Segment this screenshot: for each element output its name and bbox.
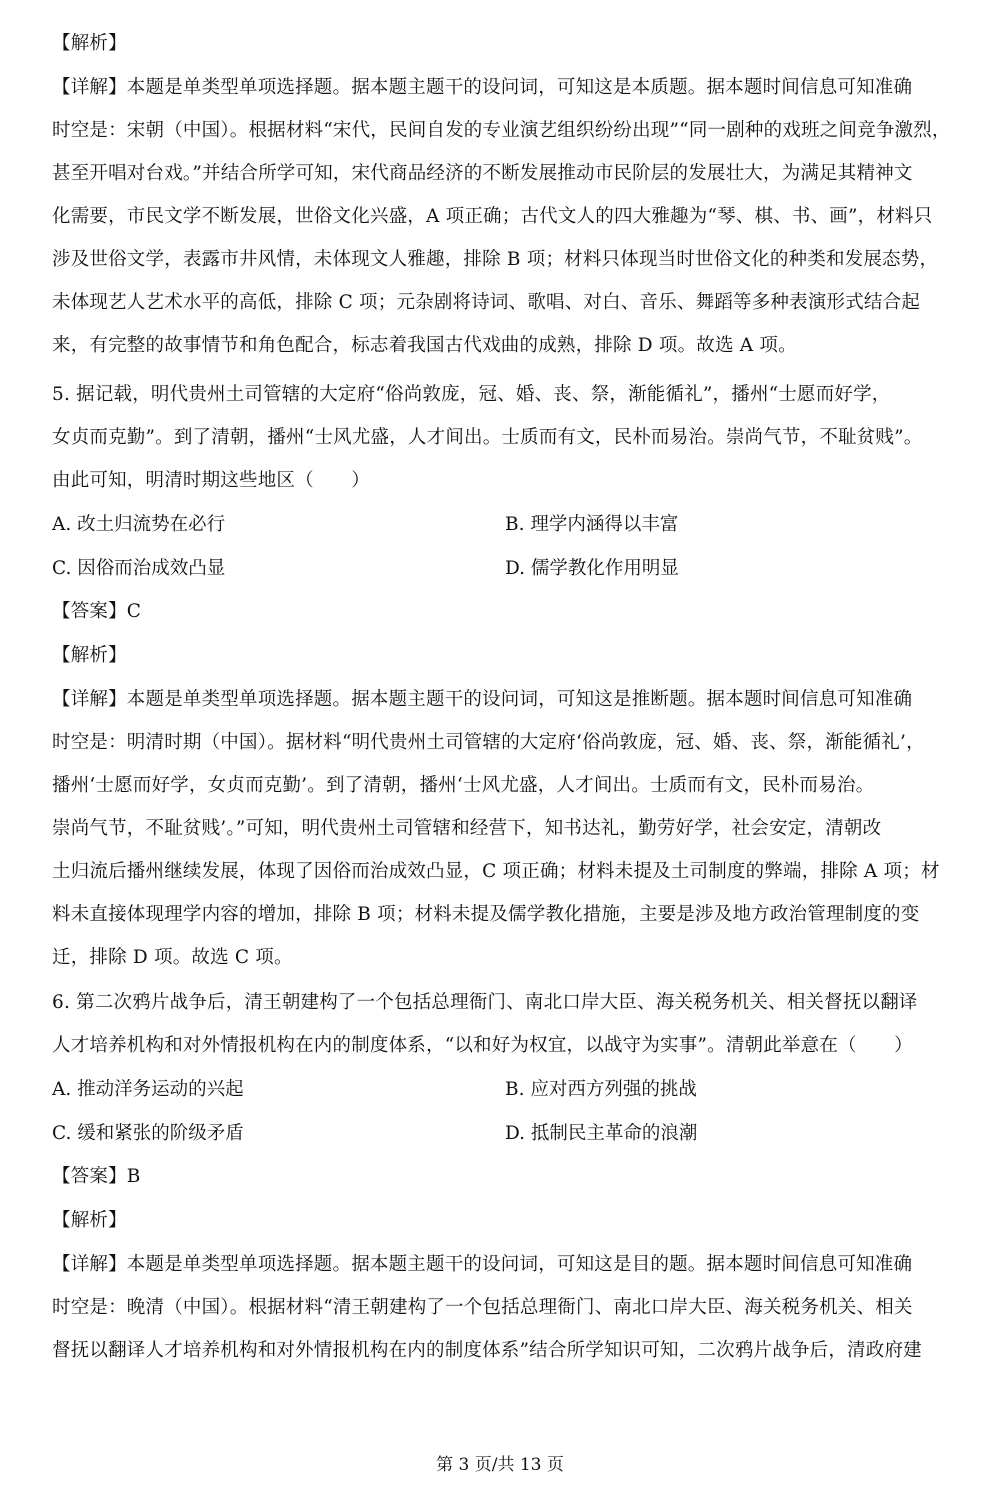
analysis-label: 【解析】 (52, 33, 127, 54)
q5-option-a: A. 改土归流势在必行 (52, 514, 226, 535)
q5-detail-line: 时空是：明清时期（中国）。据材料“明代贵州土司管辖的大定府‘俗尚敦庞，冠、婚、丧、祭，渐能循礼’， (52, 732, 925, 753)
detail-line: 化需要，市民文学不断发展，世俗文化兴盛，A 项正确；古代文人的四大雅趣为“琴、棋、书、画”，材料只 (52, 206, 933, 227)
question-6-stem: 人才培养机构和对外情报机构在内的制度体系，“以和好为权宜，以战守为实事”。清朝此举意在（ ） (52, 1035, 913, 1056)
q5-detail-line: 料未直接体现理学内容的增加，排除 B 项；材料未提及儒学教化措施，主要是涉及地方政治管理制度的变 (52, 904, 920, 925)
q5-option-d: D. 儒学教化作用明显 (505, 558, 679, 579)
question-6-stem: 6. 第二次鸦片战争后，清王朝建构了一个包括总理衙门、南北口岸大臣、海关税务机关、相关督抚以翻译 (52, 992, 918, 1013)
q5-option-b: B. 理学内涵得以丰富 (505, 514, 679, 535)
q6-detail-line: 【详解】本题是单类型单项选择题。据本题主题干的设问词，可知这是目的题。据本题时间信息可知准确 (52, 1254, 913, 1275)
question-5-stem: 由此可知，明清时期这些地区（ ） (52, 470, 370, 491)
detail-line: 【详解】本题是单类型单项选择题。据本题主题干的设问词，可知这是本质题。据本题时间信息可知准确 (52, 77, 913, 98)
page-number: 第 3 页/共 13 页 (436, 1455, 564, 1475)
q6-detail-line: 督抚以翻译人才培养机构和对外情报机构在内的制度体系”结合所学知识可知，二次鸦片战争后，清政府建 (52, 1340, 922, 1361)
q6-option-d: D. 抵制民主革命的浪潮 (505, 1123, 698, 1144)
question-5-stem: 5. 据记载，明代贵州土司管辖的大定府“俗尚敦庞，冠、婚、丧、祭，渐能循礼”，播州“士愿而好学， (52, 384, 891, 405)
q6-analysis-label: 【解析】 (52, 1210, 127, 1231)
q5-detail-line: 迁，排除 D 项。故选 C 项。 (52, 947, 293, 968)
q6-answer: 【答案】B (52, 1166, 141, 1187)
q5-answer: 【答案】C (52, 601, 142, 622)
detail-line: 涉及世俗文学，表露市井风情，未体现文人雅趣，排除 B 项；材料只体现当时世俗文化的种类和发展态势， (52, 249, 939, 270)
detail-line: 甚至开唱对台戏。”并结合所学可知，宋代商品经济的不断发展推动市民阶层的发展壮大，为满足其精神文 (52, 163, 913, 184)
q5-analysis-label: 【解析】 (52, 645, 127, 666)
q5-option-c: C. 因俗而治成效凸显 (52, 558, 226, 579)
question-5-stem: 女贞而克勤”。到了清朝，播州“士风尤盛，人才间出。士质而有文，民朴而易治。崇尚气节，不耻贫贱”。 (52, 427, 923, 448)
detail-line: 时空是：宋朝（中国）。根据材料“宋代，民间自发的专业演艺组织纷纷出现”“同一剧种的戏班之间竞争激烈， (52, 120, 951, 141)
q5-detail-line: 播州‘士愿而好学，女贞而克勤’。到了清朝，播州‘士风尤盛，人才间出。士质而有文，民朴而易治。 (52, 775, 875, 796)
q6-option-a: A. 推动洋务运动的兴起 (52, 1079, 244, 1100)
q5-detail-line: 土归流后播州继续发展，体现了因俗而治成效凸显，C 项正确；材料未提及土司制度的弊端，排除 A 项；材 (52, 861, 940, 882)
q5-detail-line: 崇尚气节，不耻贫贱’。”可知，明代贵州土司管辖和经营下，知书达礼，勤劳好学，社会安定，清朝改 (52, 818, 882, 839)
q6-detail-line: 时空是：晚清（中国）。根据材料“清王朝建构了一个包括总理衙门、南北口岸大臣、海关税务机关、相关 (52, 1297, 913, 1318)
detail-line: 来，有完整的故事情节和角色配合，标志着我国古代戏曲的成熟，排除 D 项。故选 A 项。 (52, 335, 797, 356)
q5-detail-line: 【详解】本题是单类型单项选择题。据本题主题干的设问词，可知这是推断题。据本题时间信息可知准确 (52, 689, 913, 710)
detail-line: 未体现艺人艺术水平的高低，排除 C 项；元杂剧将诗词、歌唱、对白、音乐、舞蹈等多种表演形式结合起 (52, 292, 921, 313)
q6-option-c: C. 缓和紧张的阶级矛盾 (52, 1123, 244, 1144)
q6-option-b: B. 应对西方列强的挑战 (505, 1079, 697, 1100)
